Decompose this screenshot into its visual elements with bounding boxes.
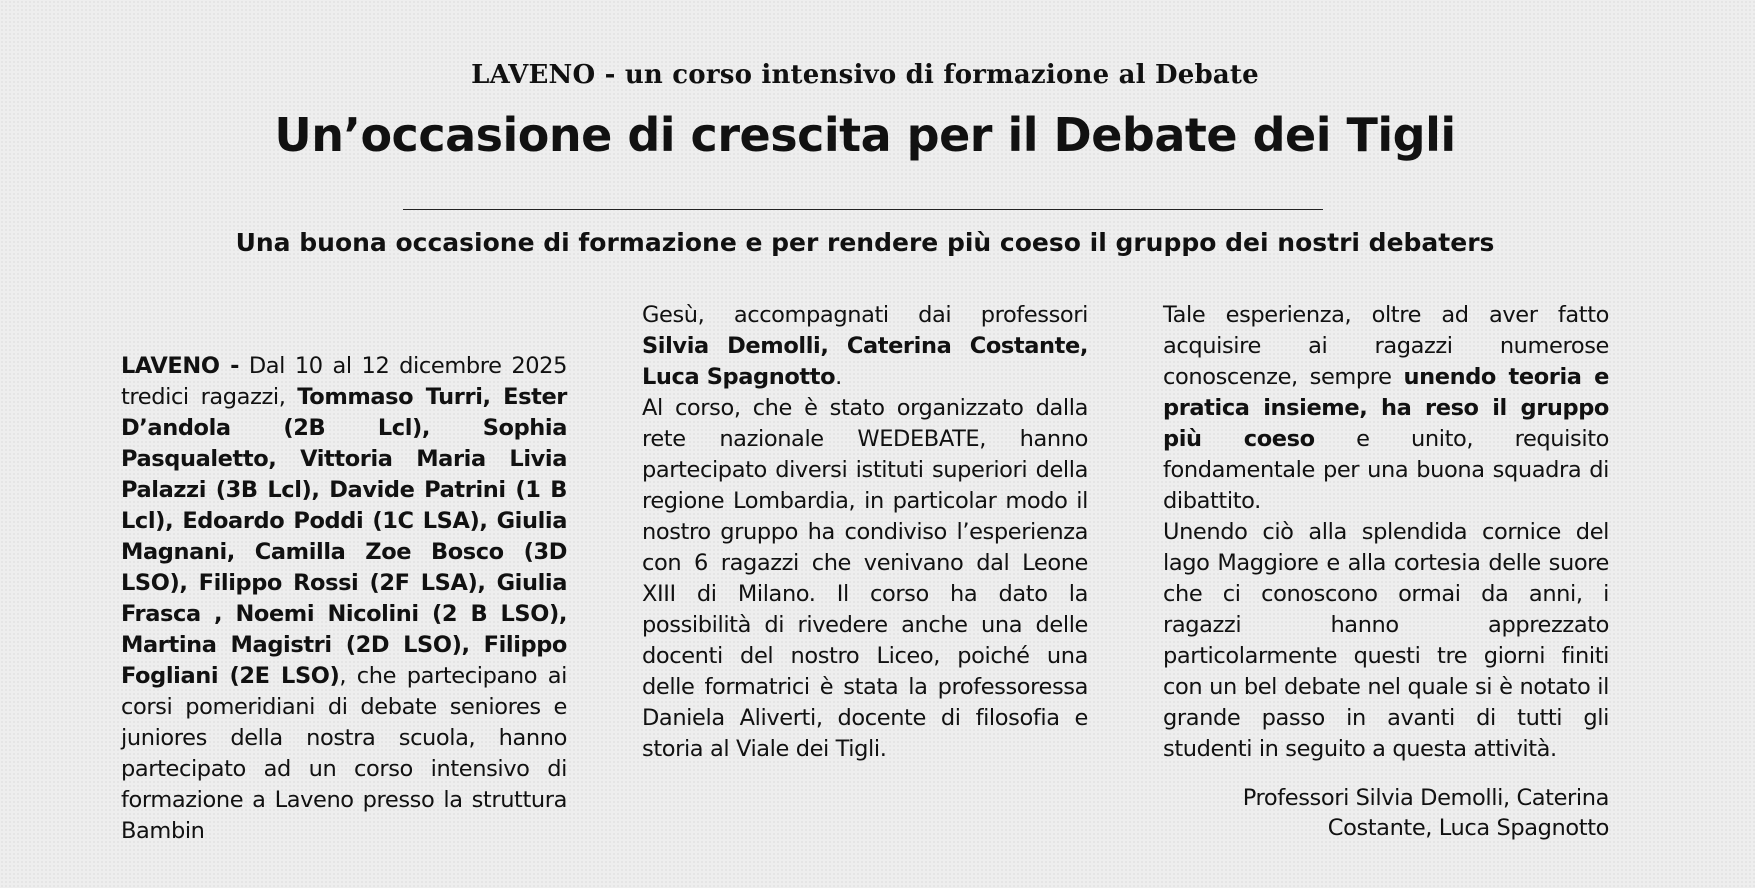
column-2-paragraph-1: [642, 300, 1088, 393]
article-subheadline: Una buona occasione di formazione e per rendere più coeso il gruppo dei nostri debaters: [235, 228, 1495, 257]
column-2-paragraph-2: Al corso, che è stato organizzato dalla rete nazionale WEDEBATE, hanno partecipato diversi istituti superiori della regione Lombardia, in particolar modo il nostro gruppo ha condiviso l’esperienza con 6 ragazzi che venivano dal Leone XIII di Milano. Il corso ha dato la possibilità di rivedere anche una delle docenti del nostro Liceo, poiché una delle formatrici è stata la professoressa Daniela Aliverti, docente di filosofia e storia al Viale dei Tigli.: [642, 395, 1088, 762]
column-3-text-a: Tale esperienza, oltre ad aver fatto acquisire ai ragazzi numerose conoscenze, sempre: [1163, 302, 1609, 390]
article-column-1: [121, 351, 567, 847]
signature-line-1: Professori Silvia Demolli, Caterina: [1242, 785, 1609, 811]
column-3-text-b: e unito, requisito fondamentale per una buona squadra di dibattito.: [1163, 426, 1609, 514]
column-1-text-b: , che partecipano ai corsi pomeridiani di debate seniores e juniores della nostra scuola, hanno partecipato ad un corso intensivo di formazione a Laveno presso la struttura Bambin: [121, 663, 567, 844]
dateline: LAVENO -: [121, 353, 240, 379]
signature-line-2: Costante, Luca Spagnotto: [1327, 815, 1609, 841]
column-1-text-a: Dal 10 al 12 dicembre 2025 tredici ragazzi,: [121, 353, 568, 410]
headline-divider: [403, 209, 1323, 210]
professor-names: Silvia Demolli, Caterina Costante, Luca Spagnotto: [642, 333, 1088, 390]
article-column-2: [642, 300, 1088, 765]
article-column-3: [1163, 300, 1609, 843]
column-3-emphasis: unendo teoria e pratica insieme, ha reso il gruppo più coeso: [1163, 364, 1609, 452]
article-kicker: LAVENO - un corso intensivo di formazione al Debate: [471, 60, 1259, 90]
column-3-paragraph-2: Unendo ciò alla splendida cornice del lago Maggiore e alla cortesia delle suore che ci conoscono ormai da anni, i ragazzi hanno apprezzato particolarmente questi tre giorni finiti con un bel debate nel quale si è notato il grande passo in avanti di tutti gli studenti in seguito a questa attività.: [1163, 519, 1609, 762]
column-2-text-b: .: [835, 364, 842, 390]
article-headline: Un’occasione di crescita per il Debate dei Tigli: [274, 108, 1456, 162]
column-1-paragraph: [121, 351, 567, 847]
student-names: Tommaso Turri, Ester D’andola (2B Lcl), Sophia Pasqualetto, Vittoria Maria Livia Palazzi (3B Lcl), Davide Patrini (1 B Lcl), Edoardo Poddi (1C LSA), Giulia Magnani, Camilla Zoe Bosco (3D LSO), Filippo Rossi (2F LSA), Giulia Frasca , Noemi Nicolini (2 B LSO), Martina Magistri (2D LSO), Filippo Fogliani (2E LSO): [121, 384, 567, 689]
article-signature: [1163, 783, 1609, 843]
column-3-paragraph-1: [1163, 300, 1609, 517]
column-2-text-a: Gesù, accompagnati dai professori: [642, 302, 1088, 328]
